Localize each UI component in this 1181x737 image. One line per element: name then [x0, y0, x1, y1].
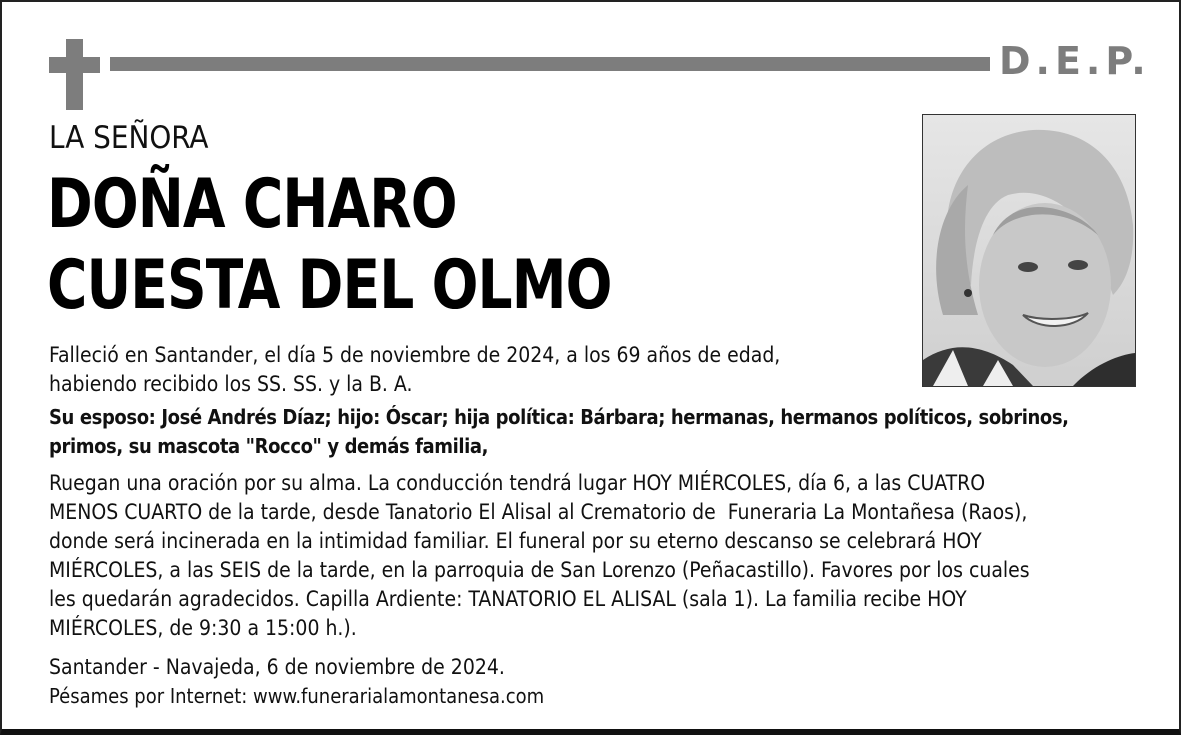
deceased-name-line-1: DOÑA CHARO: [47, 165, 457, 244]
service-line: MENOS CUARTO de la tarde, desde Tanatorio El Alisal al Crematorio de Funeraria La Montañesa (Raos),: [49, 500, 1028, 524]
honorific: LA SEÑORA: [49, 120, 209, 156]
death-line-1: Falleció en Santander, el día 5 de noviembre de 2024, a los 69 años de edad,: [49, 343, 781, 367]
service-paragraph: [49, 469, 1149, 643]
cross-icon-horizontal: [49, 57, 100, 73]
service-line: les quedarán agradecidos. Capilla Ardiente: TANATORIO EL ALISAL (sala 1). La familia recibe HOY: [49, 587, 967, 611]
service-line: MIÉRCOLES, a las SEIS de la tarde, en la parroquia de San Lorenzo (Peñacastillo). Favores por los cuales: [49, 558, 1030, 582]
condolences-web: Pésames por Internet: www.funerarialamontanesa.com: [49, 684, 545, 708]
service-line: Ruegan una oración por su alma. La conducción tendrá lugar HOY MIÉRCOLES, día 6, a las CUATRO: [49, 471, 986, 495]
service-line: donde será incinerada en la intimidad familiar. El funeral por su eterno descanso se celebrará HOY: [49, 529, 982, 553]
deceased-name-line-2: CUESTA DEL OLMO: [47, 246, 612, 325]
dep-label: D.E.P.: [999, 39, 1151, 83]
death-paragraph: [49, 341, 1149, 399]
death-line-2: habiendo recibido los SS. SS. y la B. A.: [49, 372, 413, 396]
cross-icon-vertical: [66, 39, 83, 110]
family-line-2: primos, su mascota "Rocco" y demás familia,: [49, 434, 489, 458]
family-paragraph: [49, 403, 1149, 461]
place-date: Santander - Navajeda, 6 de noviembre de 2024.: [49, 655, 505, 679]
family-line-1: Su esposo: José Andrés Díaz; hijo: Óscar; hija política: Bárbara; hermanas, hermanos políticos, sobrinos,: [49, 405, 1069, 429]
service-line: MIÉRCOLES, de 9:30 a 15:00 h.).: [49, 616, 357, 640]
header-rule: [110, 57, 990, 71]
